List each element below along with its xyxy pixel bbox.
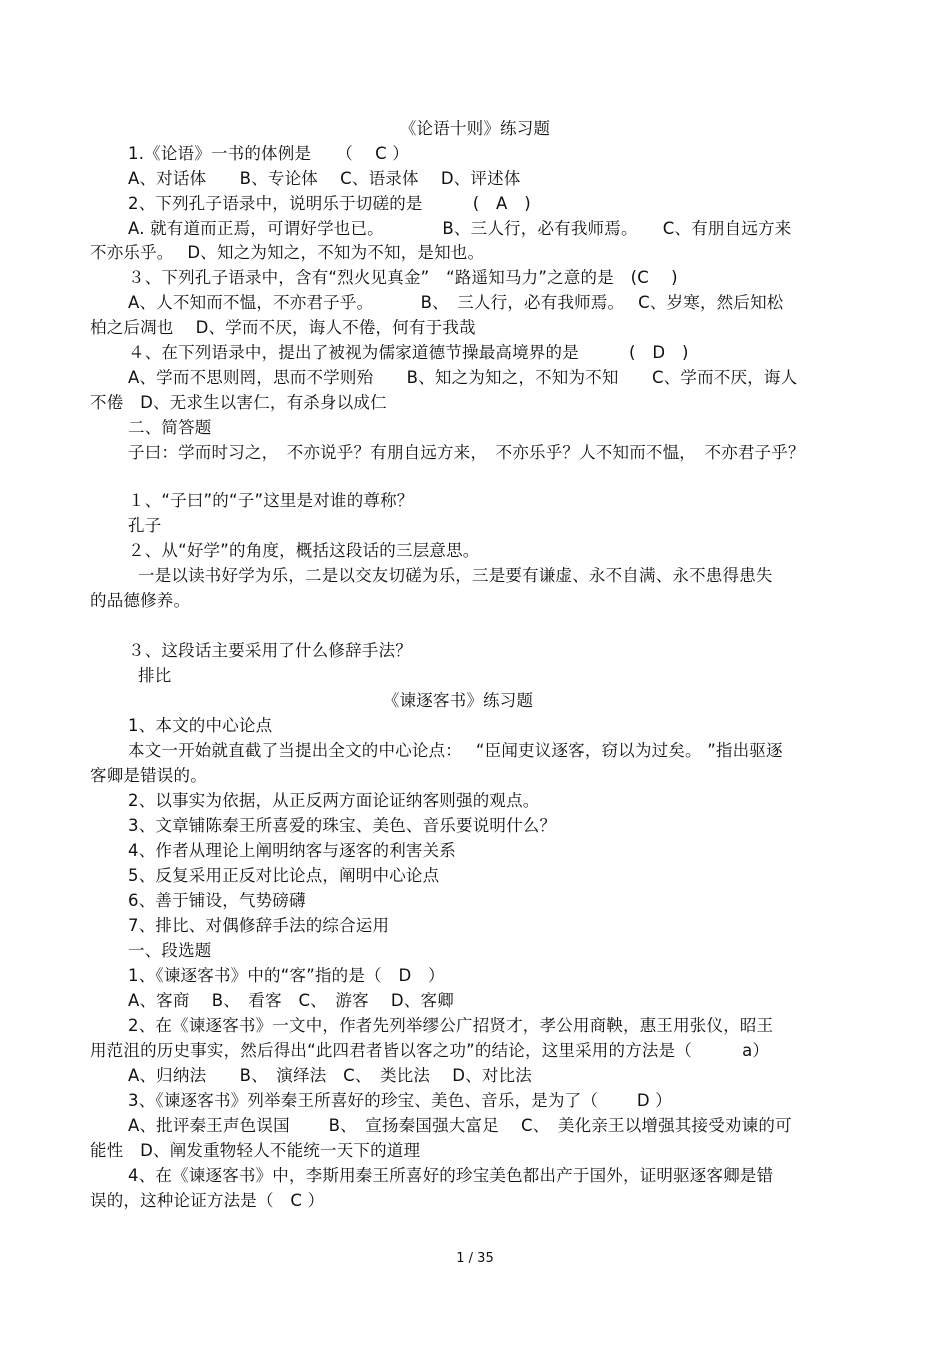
text-line: 不倦 D、无求生以害仁，有杀身以成仁 — [90, 393, 387, 412]
text-line: A、批评秦王声色误国 B、 宣扬秦国强大富足 C、 美化亲王以增强其接受劝谏的可 — [128, 1116, 792, 1135]
text-line: 5、反复采用正反对比论点，阐明中心论点 — [128, 866, 440, 885]
text-line: 本文一开始就直截了当提出全文的中心论点： “臣闻吏议逐客，窃以为过矣。 ”指出驱逐 — [128, 741, 783, 760]
text-line: A、归纳法 B、 演绎法 C、 类比法 D、对比法 — [128, 1066, 532, 1085]
answer-text: 一是以读书好学为乐，二是以交友切磋为乐，三是要有谦虚、永不自满、永不患得患失 — [138, 566, 773, 585]
text-line: 2、以事实为依据，从正反两方面论证纳客则强的观点。 — [128, 791, 540, 810]
text-line: 2、在《谏逐客书》一文中，作者先列举缪公广招贤才，孝公用商鞅，惠王用张仪，昭王 — [128, 1016, 774, 1035]
question-text: １、“子曰”的“子”这里是对谁的尊称？ — [128, 491, 414, 510]
text-line: A、对话体 B、专论体 C、语录体 D、评述体 — [128, 169, 521, 188]
text-line: 7、排比、对偶修辞手法的综合运用 — [128, 916, 390, 935]
text-line: A、学而不思则罔，思而不学则殆 B、知之为知之，不知为不知 C、学而不厌，诲人 — [128, 368, 798, 387]
text-line: 1、《谏逐客书》中的“客”指的是（ D ） — [128, 966, 445, 985]
text-line: 不亦乐乎。 D、知之为知之，不知为不知，是知也。 — [90, 243, 485, 262]
text-line: 4、作者从理论上阐明纳客与逐客的利害关系 — [128, 841, 456, 860]
text-line: 用范沮的历史事实，然后得出“此四君者皆以客之功”的结论，这里采用的方法是（ a） — [90, 1041, 770, 1060]
question-text: ３、这段话主要采用了什么修辞手法？ — [128, 641, 412, 660]
text-line: 误的，这种论证方法是（ C ） — [90, 1191, 325, 1210]
text-line: ３、下列孔子语录中，含有“烈火见真金” “路遥知马力”之意的是 (C ) — [128, 268, 678, 287]
text-line: 6、善于铺设，气势磅礴 — [128, 891, 306, 910]
page-title: 《论语十则》练习题 — [399, 119, 551, 138]
text-line: A. 就有道而正焉，可谓好学也已。 B、三人行，必有我师焉。 C、有朋自远方来 — [128, 219, 792, 238]
text-line: ４、在下列语录中，提出了被视为儒家道德节操最高境界的是 ( D ) — [128, 343, 689, 362]
text-line: A、人不知而不愠，不亦君子乎。 B、 三人行，必有我师焉。 C、岁寒，然后知松 — [128, 293, 784, 312]
text-line: 1、本文的中心论点 — [128, 716, 273, 735]
text-line: 客卿是错误的。 — [90, 766, 207, 785]
text-line: 1.《论语》一书的体例是 （ C ） — [128, 144, 410, 163]
question-text: ２、从“好学”的角度，概括这段话的三层意思。 — [128, 541, 480, 560]
text-line: 3、《谏逐客书》列举秦王所喜好的珍宝、美色、音乐，是为了（ D ） — [128, 1091, 672, 1110]
quote-text: 子曰：学而时习之， 不亦说乎？有朋自远方来， 不亦乐乎？人不知而不愠， 不亦君子乎？ — [128, 443, 805, 462]
page-number: 1 / 35 — [456, 1251, 494, 1266]
text-line: 能性 D、阐发重物轻人不能统一天下的道理 — [90, 1141, 421, 1160]
text-line: 4、在《谏逐客书》中，李斯用秦王所喜好的珍宝美色都出产于国外，证明驱逐客卿是错 — [128, 1166, 774, 1185]
text-line: 2、下列孔子语录中，说明乐于切磋的是 ( A ) — [128, 194, 531, 213]
answer-text: 的品德修养。 — [90, 591, 191, 610]
answer-text: 排比 — [138, 666, 172, 685]
section-heading: 一、段选题 — [128, 941, 212, 960]
section-title: 《谏逐客书》练习题 — [382, 691, 534, 710]
section-heading: 二、简答题 — [128, 418, 212, 437]
text-line: 3、文章铺陈秦王所喜爱的珠宝、美色、音乐要说明什么？ — [128, 816, 557, 835]
answer-text: 孔子 — [128, 516, 162, 535]
text-line: A、客商 B、 看客 C、 游客 D、客卿 — [128, 991, 454, 1010]
text-line: 柏之后凋也 D、学而不厌，诲人不倦，何有于我哉 — [90, 318, 476, 337]
